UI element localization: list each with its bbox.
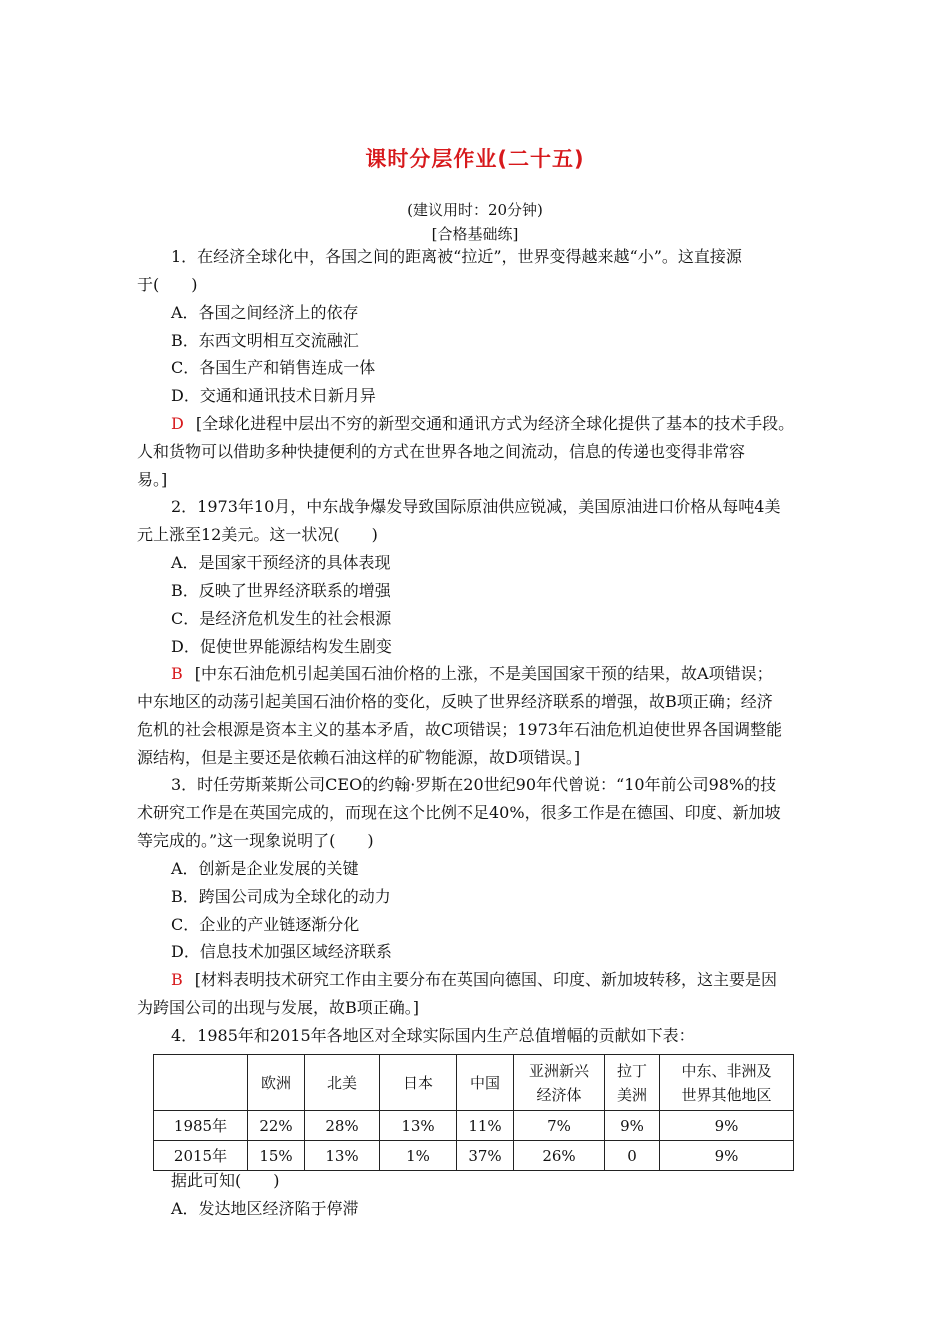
table-cell: 13% xyxy=(380,1111,457,1141)
q1-exp-text1: [全球化进程中层出不穷的新型交通和通讯方式为经济全球化提供了基本的技术手段。 xyxy=(195,414,795,433)
q1-answer: D xyxy=(171,414,184,433)
q2-explanation-line2: 中东地区的动荡引起美国石油价格的变化，反映了世界经济联系的增强，故B项正确；经济 xyxy=(137,692,773,711)
table-cell: 1985年 xyxy=(154,1111,248,1141)
q4-stem: 4．1985年和2015年各地区对全球实际国内生产总值增幅的贡献如下表： xyxy=(171,1026,695,1045)
q3-option-c: C．企业的产业链逐渐分化 xyxy=(171,915,360,934)
header-cell-north-america: 北美 xyxy=(305,1055,380,1111)
q2-answer: B xyxy=(171,664,183,683)
contribution-table xyxy=(153,1054,794,1171)
header-cell-asia-emerging: 亚洲新兴 经济体 xyxy=(514,1055,605,1111)
table-row xyxy=(154,1111,794,1141)
header-cell-china: 中国 xyxy=(457,1055,514,1111)
q2-stem-line1: 2．1973年10月，中东战争爆发导致国际原油供应锐减，美国原油进口价格从每吨4美 xyxy=(171,497,781,516)
header-cell-latin-america: 拉丁 美洲 xyxy=(605,1055,660,1111)
table-cell: 0 xyxy=(605,1141,660,1171)
table-cell: 28% xyxy=(305,1111,380,1141)
table-cell: 11% xyxy=(457,1111,514,1141)
q2-option-a: A．是国家干预经济的具体表现 xyxy=(171,553,391,572)
q3-explanation-line1 xyxy=(171,969,777,991)
q1-option-a: A．各国之间经济上的依存 xyxy=(171,303,359,322)
header-cell-middle-east-africa-other: 中东、非洲及 世界其他地区 xyxy=(660,1055,794,1111)
q2-exp-text1: [中东石油危机引起美国石油价格的上涨，不是美国国家干预的结果，故A项错误； xyxy=(194,664,773,683)
section-label: [合格基础练] xyxy=(431,225,519,243)
table-cell: 2015年 xyxy=(154,1141,248,1171)
q3-explanation-line2: 为跨国公司的出现与发展，故B项正确。] xyxy=(137,998,420,1017)
q1-stem-line1: 1．在经济全球化中，各国之间的距离被“拉近”，世界变得越来越“小”。这直接源 xyxy=(171,247,742,266)
q2-explanation-line1 xyxy=(171,663,773,685)
q3-option-d: D．信息技术加强区域经济联系 xyxy=(171,942,392,961)
table-cell: 13% xyxy=(305,1141,380,1171)
q4-option-a: A．发达地区经济陷于停滞 xyxy=(171,1199,359,1218)
table-cell: 9% xyxy=(660,1141,794,1171)
page-title: 课时分层作业(二十五) xyxy=(365,147,585,171)
q3-stem-line1: 3．时任劳斯莱斯公司CEO的约翰·罗斯在20世纪90年代曾说：“10年前公司98%的技 xyxy=(171,775,777,794)
q3-option-a: A．创新是企业发展的关键 xyxy=(171,859,359,878)
q3-stem-line3: 等完成的。”这一现象说明了( ) xyxy=(137,831,374,850)
table-cell: 22% xyxy=(248,1111,305,1141)
table-cell: 26% xyxy=(514,1141,605,1171)
table-cell: 9% xyxy=(605,1111,660,1141)
header-cell-europe: 欧洲 xyxy=(248,1055,305,1111)
q1-option-b: B．东西文明相互交流融汇 xyxy=(171,331,359,350)
time-hint: (建议用时：20分钟) xyxy=(407,201,543,219)
q1-option-d: D．交通和通讯技术日新月异 xyxy=(171,386,376,405)
q2-option-b: B．反映了世界经济联系的增强 xyxy=(171,581,391,600)
q3-exp-text1: [材料表明技术研究工作由主要分布在英国向德国、印度、新加坡转移，这主要是因 xyxy=(194,970,778,989)
q3-answer: B xyxy=(171,970,183,989)
header-cell-empty xyxy=(154,1055,248,1111)
q4-after-table: 据此可知( ) xyxy=(171,1171,280,1190)
q2-option-d: D．促使世界能源结构发生剧变 xyxy=(171,637,392,656)
q3-option-b: B．跨国公司成为全球化的动力 xyxy=(171,887,391,906)
table-cell: 9% xyxy=(660,1111,794,1141)
q1-option-c: C．各国生产和销售连成一体 xyxy=(171,358,376,377)
header-cell-japan: 日本 xyxy=(380,1055,457,1111)
table-cell: 7% xyxy=(514,1111,605,1141)
q2-explanation-line3: 危机的社会根源是资本主义的基本矛盾，故C项错误；1973年石油危机迫使世界各国调整能 xyxy=(137,720,782,739)
table-cell: 15% xyxy=(248,1141,305,1171)
table-row xyxy=(154,1141,794,1171)
q2-option-c: C．是经济危机发生的社会根源 xyxy=(171,609,392,628)
q2-stem-line2: 元上涨至12美元。这一状况( ) xyxy=(137,525,378,544)
table-cell: 37% xyxy=(457,1141,514,1171)
table-header-row xyxy=(154,1055,794,1111)
q2-explanation-line4: 源结构，但是主要还是依赖石油这样的矿物能源，故D项错误。] xyxy=(137,748,581,767)
q1-explanation-line1 xyxy=(171,413,794,435)
q1-stem-line2: 于( ) xyxy=(137,275,198,294)
q1-explanation-line3: 易。] xyxy=(137,470,168,489)
q3-stem-line2: 术研究工作是在英国完成的，而现在这个比例不足40%，很多工作是在德国、印度、新加坡 xyxy=(137,803,781,822)
q1-explanation-line2: 人和货物可以借助多种快捷便利的方式在世界各地之间流动，信息的传递也变得非常容 xyxy=(137,442,746,461)
table-cell: 1% xyxy=(380,1141,457,1171)
